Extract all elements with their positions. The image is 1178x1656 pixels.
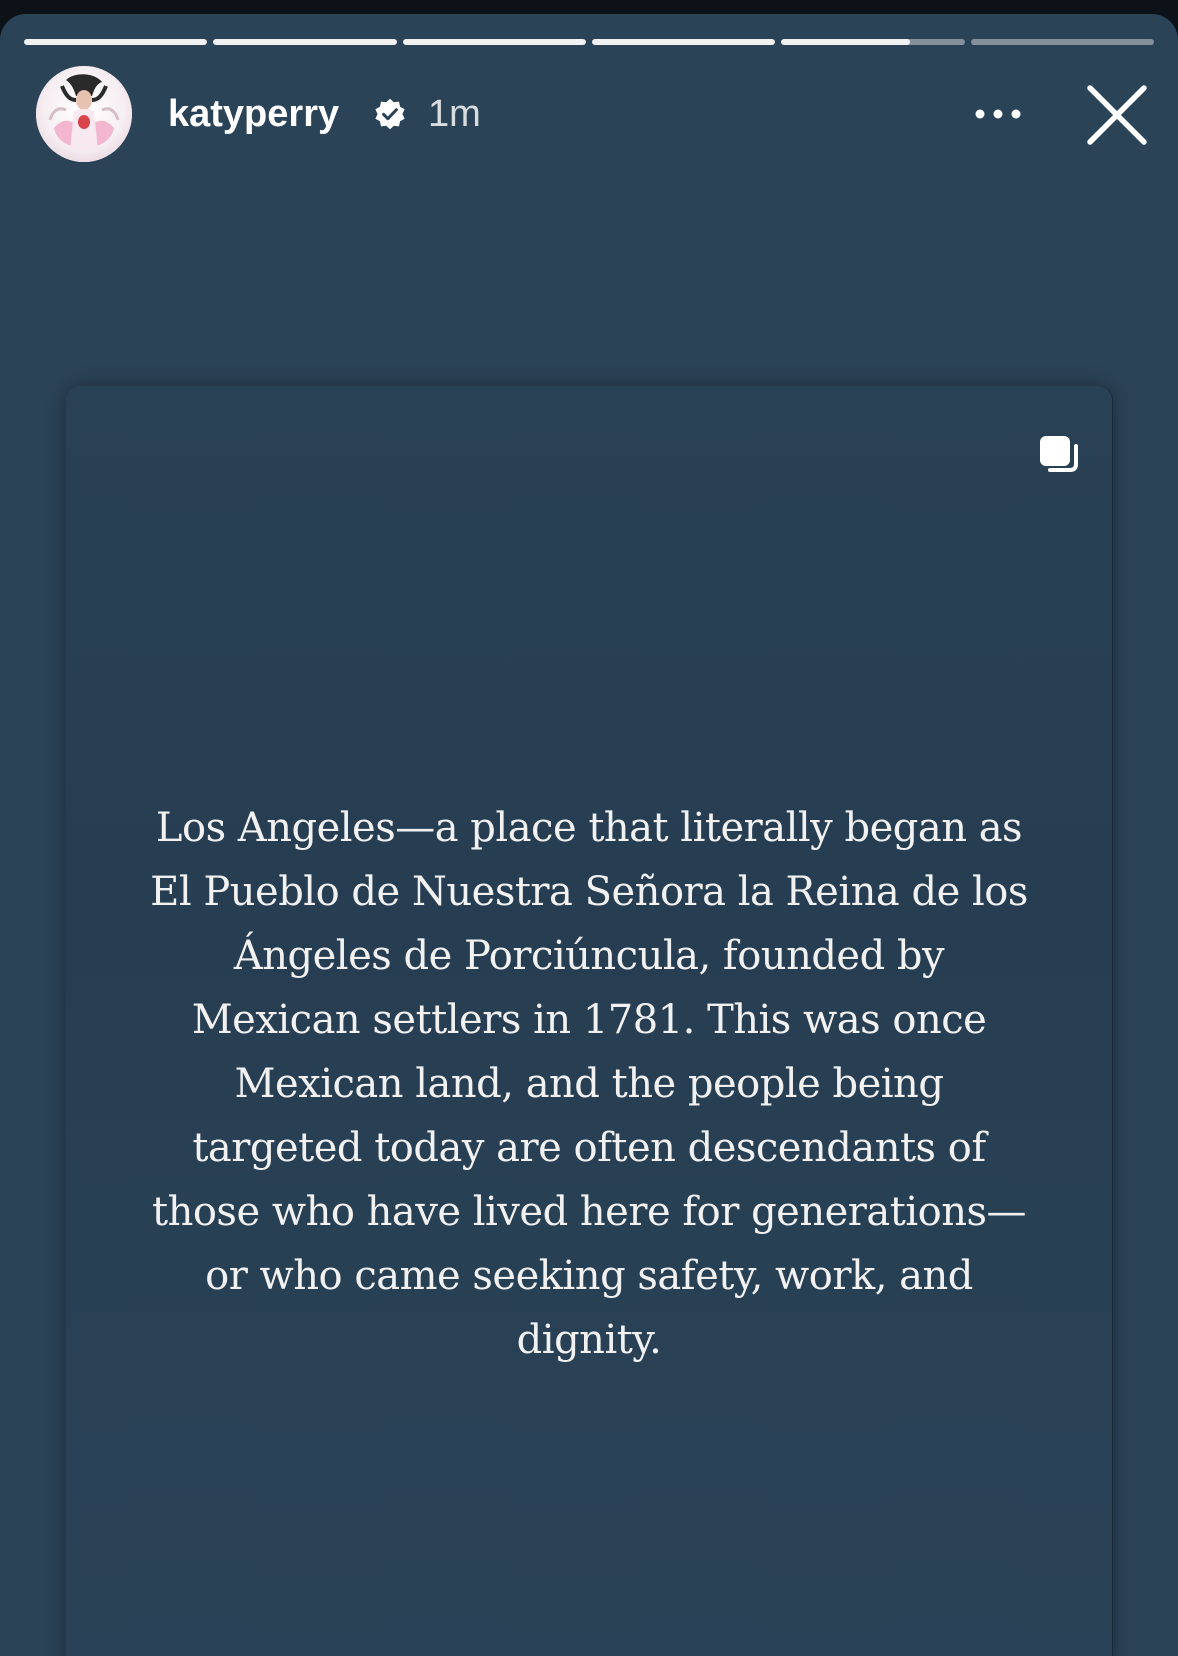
story-progress-fill	[403, 39, 586, 45]
story-timestamp: 1m	[428, 93, 481, 135]
story-progress-fill	[213, 39, 396, 45]
story-viewer[interactable]	[0, 14, 1178, 1656]
story-progress-segment	[781, 39, 964, 45]
story-progress-fill	[24, 39, 207, 45]
story-progress-bar	[24, 39, 1154, 45]
more-options-icon[interactable]	[970, 94, 1026, 134]
story-progress-segment	[971, 39, 1154, 45]
story-progress-segment	[592, 39, 775, 45]
story-progress-segment	[24, 39, 207, 45]
avatar[interactable]	[36, 66, 132, 162]
close-icon[interactable]	[1085, 83, 1149, 147]
story-header	[0, 66, 1178, 162]
story-progress-fill	[592, 39, 775, 45]
shared-post-card[interactable]	[66, 386, 1112, 1656]
story-progress-segment	[213, 39, 396, 45]
story-username[interactable]: katyperry	[168, 93, 340, 135]
verified-badge-icon	[373, 97, 407, 131]
story-progress-fill	[781, 39, 909, 45]
story-progress-segment	[403, 39, 586, 45]
post-text: Los Angeles—a place that literally began as El Pueblo de Nuestra Señora la Reina de los Ángeles de Porciúncula, founded by Mexican settlers in 1781. This was once Mexican land, and the people being targeted today are often descendants of those who have lived here for generations— or who came seeking safety, work, and dignity.	[150, 805, 1028, 1363]
multiple-posts-icon	[1034, 430, 1084, 480]
